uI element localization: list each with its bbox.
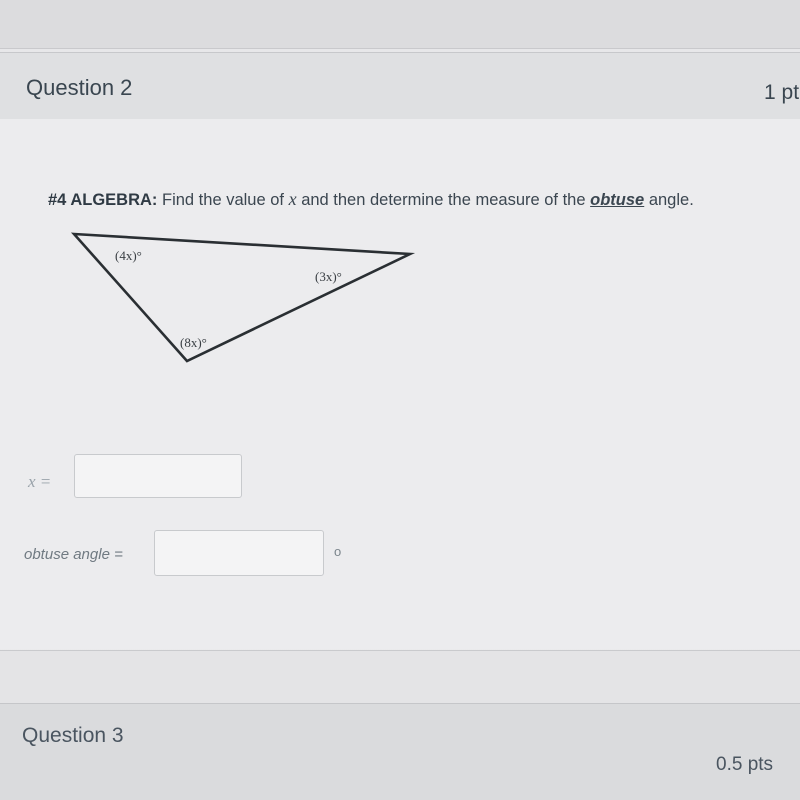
angle-label-bottom: (8x)°	[180, 335, 207, 350]
triangle-diagram	[60, 227, 430, 387]
prompt-variable: x	[288, 189, 297, 209]
prompt-text-1: Find the value of	[162, 191, 284, 209]
x-answer-input[interactable]	[74, 454, 242, 498]
obtuse-angle-label: obtuse angle =	[24, 546, 123, 563]
question-gap	[0, 651, 800, 703]
degree-symbol: o	[334, 544, 342, 559]
x-answer-label: x =	[28, 472, 52, 491]
previous-question-strip	[0, 0, 800, 49]
question-3-title: Question 3	[22, 724, 124, 747]
question-2-body	[0, 119, 800, 649]
question-3-points: 0.5 pts	[716, 754, 774, 775]
obtuse-angle-input[interactable]	[154, 530, 324, 576]
prompt-number: #4 ALGEBRA:	[48, 191, 158, 209]
angle-label-right: (3x)°	[315, 269, 342, 284]
angle-label-top-left: (4x)°	[115, 248, 142, 263]
question-3-header	[0, 703, 800, 800]
question-2-header	[0, 52, 800, 120]
question-2-title: Question 2	[26, 75, 133, 100]
question-2-points: 1 pt	[764, 81, 800, 104]
prompt-text-2: and then determine the measure of the	[301, 191, 586, 209]
prompt-text-3: angle.	[648, 191, 694, 209]
question-prompt	[48, 189, 694, 210]
prompt-emphasis: obtuse	[590, 191, 645, 209]
